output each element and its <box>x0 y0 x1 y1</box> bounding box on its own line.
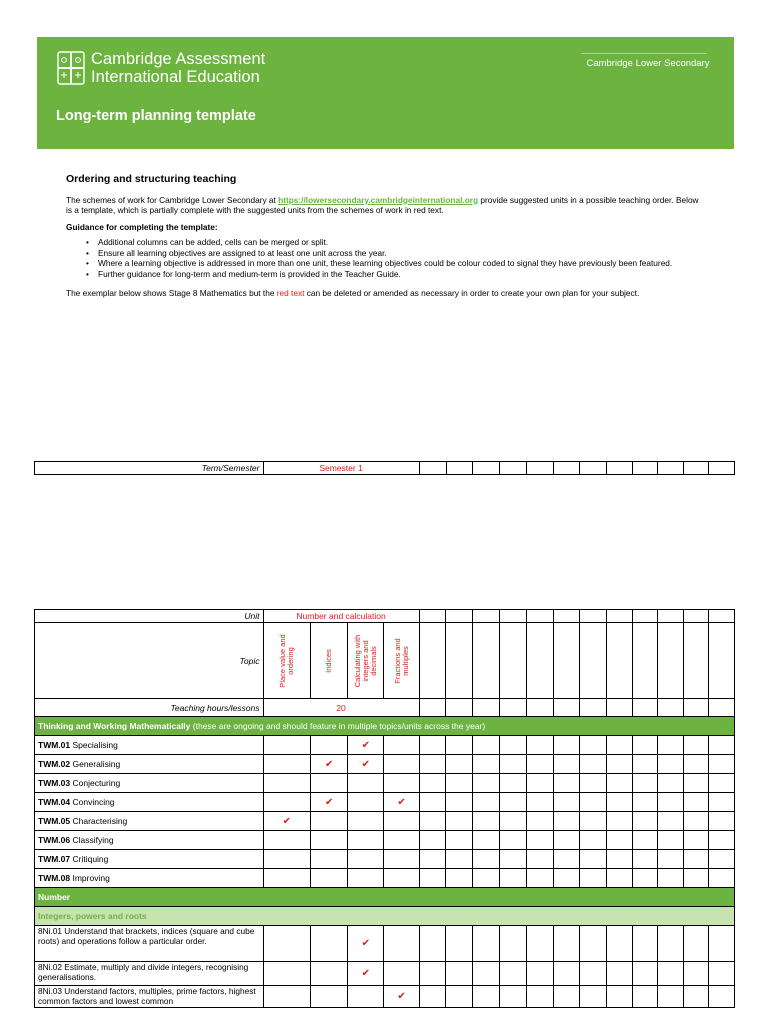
empty-cell[interactable] <box>263 850 311 869</box>
term-value[interactable]: Semester 1 <box>263 462 419 475</box>
twm-code: TWM.03 <box>38 778 71 788</box>
twm-label-cell <box>35 850 264 869</box>
twm-label-cell <box>35 755 264 774</box>
hours-label: Teaching hours/lessons <box>35 699 264 717</box>
topic-cell[interactable] <box>384 623 419 699</box>
twm-row <box>35 850 735 869</box>
empty-cell[interactable] <box>419 736 446 755</box>
intro-text-after: provide suggested units in a possible teaching order. Below is a template, which is partially complete with the suggested units from the schemes of work in red text. <box>66 194 699 215</box>
empty-cell[interactable] <box>606 812 632 831</box>
empty-cell[interactable] <box>658 926 684 962</box>
twm-code: TWM.07 <box>38 854 71 864</box>
empty-cell[interactable] <box>709 812 735 831</box>
empty-cell[interactable] <box>579 986 606 1008</box>
twm-name: Improving <box>70 873 110 883</box>
empty-cell[interactable] <box>263 962 311 986</box>
empty-cell[interactable] <box>658 869 684 888</box>
empty-cell[interactable] <box>527 869 554 888</box>
objective-row <box>35 986 735 1008</box>
empty-cell[interactable] <box>348 986 384 1008</box>
empty-cell[interactable] <box>311 850 348 869</box>
empty-cell[interactable] <box>348 850 384 869</box>
empty-cell[interactable] <box>527 986 554 1008</box>
document-title: Long-term planning template <box>56 108 256 124</box>
empty-cell[interactable] <box>579 462 606 475</box>
empty-cell[interactable] <box>684 986 709 1008</box>
empty-cell[interactable] <box>473 755 500 774</box>
empty-cell[interactable] <box>263 926 311 962</box>
objective-row <box>35 926 735 962</box>
empty-cell[interactable] <box>419 869 446 888</box>
tick-mark[interactable]: ✔ <box>263 812 311 831</box>
twm-row <box>35 869 735 888</box>
empty-cell[interactable] <box>348 774 384 793</box>
twm-row <box>35 793 735 812</box>
twm-row <box>35 831 735 850</box>
empty-cell[interactable] <box>632 850 658 869</box>
tick-mark[interactable]: ✔ <box>348 755 384 774</box>
empty-cell[interactable] <box>684 462 709 475</box>
empty-cell[interactable] <box>311 774 348 793</box>
empty-cell[interactable] <box>579 850 606 869</box>
empty-cell[interactable] <box>606 774 632 793</box>
twm-name: Conjecturing <box>70 778 121 788</box>
empty-cell[interactable] <box>658 755 684 774</box>
empty-cell[interactable] <box>684 812 709 831</box>
guidance-item: • Ensure all learning objectives are assigned to at least one unit across the year. <box>86 248 702 259</box>
empty-cell[interactable] <box>709 774 735 793</box>
topic-name: Calculating with integers and decimals <box>352 634 378 687</box>
empty-cell[interactable] <box>579 812 606 831</box>
twm-row <box>35 755 735 774</box>
empty-cell[interactable] <box>658 962 684 986</box>
empty-cell[interactable] <box>709 869 735 888</box>
empty-cell[interactable] <box>684 831 709 850</box>
guidance-item: • Further guidance for long-term and medium-term is provided in the Teacher Guide. <box>86 269 702 280</box>
empty-cell[interactable] <box>579 831 606 850</box>
twm-label-cell <box>35 869 264 888</box>
twm-section-header <box>35 717 735 736</box>
empty-cell[interactable] <box>632 774 658 793</box>
empty-cell[interactable] <box>263 831 311 850</box>
empty-cell[interactable] <box>446 962 473 986</box>
empty-cell[interactable] <box>419 926 446 962</box>
empty-cell[interactable] <box>606 831 632 850</box>
empty-cell[interactable] <box>263 736 311 755</box>
twm-name: Specialising <box>70 740 118 750</box>
twm-note: (these are ongoing and should feature in multiple topics/units across the year) <box>190 721 486 731</box>
intro-text-before: The schemes of work for Cambridge Lower Secondary at <box>66 194 279 205</box>
empty-cell[interactable] <box>384 755 419 774</box>
empty-cell[interactable] <box>709 755 735 774</box>
empty-cell[interactable] <box>606 462 632 475</box>
empty-cell[interactable] <box>684 850 709 869</box>
empty-cell[interactable] <box>553 793 579 812</box>
tick-mark[interactable]: ✔ <box>348 962 384 986</box>
empty-cell[interactable] <box>384 736 419 755</box>
empty-cell[interactable] <box>579 793 606 812</box>
empty-cell[interactable] <box>473 869 500 888</box>
empty-cell[interactable] <box>606 736 632 755</box>
empty-cell[interactable] <box>384 962 419 986</box>
empty-cell[interactable] <box>473 962 500 986</box>
empty-cell[interactable] <box>527 812 554 831</box>
empty-cell[interactable] <box>419 755 446 774</box>
empty-cell[interactable] <box>419 793 446 812</box>
empty-cell[interactable] <box>446 850 473 869</box>
empty-cell[interactable] <box>473 831 500 850</box>
empty-cell[interactable] <box>311 831 348 850</box>
intro-paragraph <box>66 195 702 216</box>
empty-cell[interactable] <box>632 986 658 1008</box>
exemplar-paragraph <box>66 288 702 299</box>
empty-cell[interactable] <box>632 831 658 850</box>
empty-cell[interactable] <box>500 850 527 869</box>
empty-cell[interactable] <box>709 850 735 869</box>
intro-section <box>66 174 702 305</box>
topic-name: Fractions and multiples <box>392 637 410 684</box>
empty-cell[interactable] <box>606 926 632 962</box>
objective-text: 8Ni.01 Understand that brackets, indices (square and cube roots) and operations follow a particular order. <box>35 926 264 962</box>
empty-cell[interactable] <box>311 736 348 755</box>
header-rule <box>581 53 707 54</box>
empty-cell[interactable] <box>709 793 735 812</box>
empty-cell[interactable] <box>446 926 473 962</box>
empty-cell[interactable] <box>684 736 709 755</box>
empty-cell[interactable] <box>632 755 658 774</box>
empty-cell[interactable] <box>658 850 684 869</box>
empty-cell[interactable] <box>263 793 311 812</box>
topic-name: Place value and ordering <box>277 633 295 688</box>
empty-cell[interactable] <box>632 962 658 986</box>
empty-cell[interactable] <box>473 986 500 1008</box>
empty-cell[interactable] <box>684 774 709 793</box>
empty-cell[interactable] <box>684 869 709 888</box>
hours-value[interactable]: 20 <box>263 699 419 717</box>
empty-cell[interactable] <box>500 793 527 812</box>
empty-cell[interactable] <box>263 986 311 1008</box>
empty-cell[interactable] <box>384 869 419 888</box>
empty-cell[interactable] <box>527 736 554 755</box>
empty-cell[interactable] <box>419 986 446 1008</box>
empty-cell[interactable] <box>311 869 348 888</box>
empty-cell[interactable] <box>446 812 473 831</box>
empty-cell[interactable] <box>527 926 554 962</box>
red-text-note: red text <box>276 288 305 298</box>
empty-cell[interactable] <box>527 850 554 869</box>
empty-cell[interactable] <box>606 850 632 869</box>
empty-cell[interactable] <box>554 462 580 475</box>
empty-cell[interactable] <box>632 812 658 831</box>
empty-cell[interactable] <box>263 774 311 793</box>
empty-cell[interactable] <box>553 774 579 793</box>
empty-cell[interactable] <box>606 962 632 986</box>
empty-cell[interactable] <box>527 962 554 986</box>
empty-cell[interactable] <box>311 986 348 1008</box>
empty-cell[interactable] <box>446 736 473 755</box>
org-name-line1: Cambridge Assessment <box>91 50 266 68</box>
tick-mark[interactable]: ✔ <box>384 986 419 1008</box>
empty-cell[interactable] <box>527 793 554 812</box>
empty-cell[interactable] <box>500 462 527 475</box>
unit-value[interactable]: Number and calculation <box>263 610 419 623</box>
empty-cell[interactable] <box>632 869 658 888</box>
empty-cell[interactable] <box>419 774 446 793</box>
empty-cell[interactable] <box>348 869 384 888</box>
empty-cell[interactable] <box>684 962 709 986</box>
empty-cell[interactable] <box>658 462 684 475</box>
twm-label-cell <box>35 736 264 755</box>
empty-cell[interactable] <box>658 812 684 831</box>
empty-cell[interactable] <box>446 793 473 812</box>
empty-cell[interactable] <box>384 774 419 793</box>
empty-cell[interactable] <box>579 736 606 755</box>
exemplar-text-after: can be deleted or amended as necessary in order to create your own plan for your subject. <box>304 288 640 298</box>
twm-code: TWM.08 <box>38 873 71 883</box>
tick-mark[interactable]: ✔ <box>348 736 384 755</box>
empty-cell[interactable] <box>500 962 527 986</box>
empty-cell[interactable] <box>684 793 709 812</box>
objective-text: 8Ni.02 Estimate, multiply and divide integers, recognising generalisations. <box>35 962 264 986</box>
empty-cell[interactable] <box>500 926 527 962</box>
term-table <box>34 461 735 475</box>
empty-cell[interactable] <box>473 926 500 962</box>
empty-cell[interactable] <box>348 812 384 831</box>
empty-cell[interactable] <box>527 831 554 850</box>
empty-cell[interactable] <box>446 462 473 475</box>
empty-cell[interactable] <box>500 831 527 850</box>
empty-cell[interactable] <box>384 926 419 962</box>
empty-cell[interactable] <box>684 926 709 962</box>
empty-cell[interactable] <box>658 986 684 1008</box>
empty-cell[interactable] <box>527 755 554 774</box>
empty-cell[interactable] <box>709 736 735 755</box>
guidance-item: • Additional columns can be added, cells can be merged or split. <box>86 237 702 248</box>
unit-label: Unit <box>35 610 264 623</box>
header-banner <box>37 37 734 149</box>
twm-row <box>35 736 735 755</box>
plan-table <box>34 609 735 1008</box>
empty-cell[interactable] <box>527 462 554 475</box>
twm-code: TWM.05 <box>38 816 71 826</box>
empty-cell[interactable] <box>579 869 606 888</box>
twm-row <box>35 774 735 793</box>
twm-label-cell <box>35 793 264 812</box>
empty-cell[interactable] <box>606 755 632 774</box>
empty-cell[interactable] <box>709 962 735 986</box>
topic-name: Indices <box>324 648 334 673</box>
empty-cell[interactable] <box>606 793 632 812</box>
empty-cell[interactable] <box>348 831 384 850</box>
guidance-item: • Where a learning objective is addressed in more than one unit, these learning objectives could be colour coded to signal they have previously been featured. <box>86 258 702 269</box>
empty-cell[interactable] <box>473 462 500 475</box>
empty-cell[interactable] <box>419 462 446 475</box>
empty-cell[interactable] <box>384 812 419 831</box>
logo <box>57 51 265 86</box>
twm-label-cell <box>35 831 264 850</box>
program-name: Cambridge Lower Secondary <box>586 58 710 69</box>
objective-text: 8Ni.03 Understand factors, multiples, prime factors, highest common factors and lowest common <box>35 986 264 1008</box>
empty-cell[interactable] <box>709 986 735 1008</box>
empty-cell[interactable] <box>473 812 500 831</box>
empty-cell[interactable] <box>553 831 579 850</box>
empty-cell[interactable] <box>473 850 500 869</box>
tick-mark[interactable]: ✔ <box>348 926 384 962</box>
tick-mark[interactable]: ✔ <box>311 755 348 774</box>
number-section-header: Number <box>35 888 735 907</box>
empty-cell[interactable] <box>384 831 419 850</box>
empty-cell[interactable] <box>632 926 658 962</box>
empty-cell[interactable] <box>553 755 579 774</box>
empty-cell[interactable] <box>709 926 735 962</box>
empty-cell[interactable] <box>500 986 527 1008</box>
schemes-link[interactable]: https://lowersecondary.cambridgeinternational.org <box>278 194 479 205</box>
empty-cell[interactable] <box>419 812 446 831</box>
empty-cell[interactable] <box>606 869 632 888</box>
empty-cell[interactable] <box>311 812 348 831</box>
topic-cell[interactable] <box>348 623 384 699</box>
empty-cell[interactable] <box>311 962 348 986</box>
empty-cell[interactable] <box>419 831 446 850</box>
twm-name: Convincing <box>70 797 115 807</box>
subsection-header: Integers, powers and roots <box>35 907 735 926</box>
empty-cell[interactable] <box>579 774 606 793</box>
empty-cell[interactable] <box>500 812 527 831</box>
empty-cell[interactable] <box>553 962 579 986</box>
twm-code: TWM.01 <box>38 740 71 750</box>
twm-name: Characterising <box>70 816 128 826</box>
empty-cell[interactable] <box>446 986 473 1008</box>
twm-label-cell <box>35 812 264 831</box>
twm-code: TWM.06 <box>38 835 71 845</box>
twm-code: TWM.02 <box>38 759 71 769</box>
topic-cell[interactable] <box>263 623 311 699</box>
objective-row <box>35 962 735 986</box>
twm-code: TWM.04 <box>38 797 71 807</box>
empty-cell[interactable] <box>348 793 384 812</box>
empty-cell[interactable] <box>500 774 527 793</box>
empty-cell[interactable] <box>579 755 606 774</box>
empty-cell[interactable] <box>579 962 606 986</box>
empty-cell[interactable] <box>446 831 473 850</box>
topic-label: Topic <box>35 623 264 699</box>
crest-icon <box>57 51 85 85</box>
section-heading: Ordering and structuring teaching <box>66 173 237 185</box>
empty-cell[interactable] <box>606 986 632 1008</box>
empty-cell[interactable] <box>263 755 311 774</box>
empty-cell[interactable] <box>553 869 579 888</box>
empty-cell[interactable] <box>446 869 473 888</box>
twm-name: Classifying <box>70 835 114 845</box>
empty-cell[interactable] <box>632 462 658 475</box>
term-label: Term/Semester <box>35 462 264 475</box>
twm-row <box>35 812 735 831</box>
empty-cell[interactable] <box>553 812 579 831</box>
empty-cell[interactable] <box>473 793 500 812</box>
guidance-heading: Guidance for completing the template: <box>66 221 218 232</box>
empty-cell[interactable] <box>384 850 419 869</box>
empty-cell[interactable] <box>658 793 684 812</box>
empty-cell[interactable] <box>473 774 500 793</box>
empty-cell[interactable] <box>709 831 735 850</box>
empty-cell[interactable] <box>579 926 606 962</box>
empty-cell[interactable] <box>311 926 348 962</box>
empty-cell[interactable] <box>553 986 579 1008</box>
empty-cell[interactable] <box>632 736 658 755</box>
empty-cell[interactable] <box>553 926 579 962</box>
org-name-line2: International Education <box>91 68 260 86</box>
guidance-list <box>86 237 702 279</box>
empty-cell[interactable] <box>500 755 527 774</box>
empty-cell[interactable] <box>473 736 500 755</box>
empty-cell[interactable] <box>553 850 579 869</box>
tick-mark[interactable]: ✔ <box>311 793 348 812</box>
empty-cell[interactable] <box>709 462 735 475</box>
empty-cell[interactable] <box>446 774 473 793</box>
twm-label-cell <box>35 774 264 793</box>
empty-cell[interactable] <box>419 962 446 986</box>
empty-cell[interactable] <box>500 869 527 888</box>
empty-cell[interactable] <box>658 774 684 793</box>
topic-cell[interactable] <box>311 623 348 699</box>
empty-cell[interactable] <box>658 831 684 850</box>
empty-cell[interactable] <box>527 774 554 793</box>
tick-mark[interactable]: ✔ <box>384 793 419 812</box>
empty-cell[interactable] <box>553 736 579 755</box>
empty-cell[interactable] <box>632 793 658 812</box>
twm-heading: Thinking and Working Mathematically <box>38 721 191 731</box>
twm-name: Generalising <box>70 759 121 769</box>
empty-cell[interactable] <box>263 869 311 888</box>
empty-cell[interactable] <box>500 736 527 755</box>
twm-name: Critiquing <box>70 854 109 864</box>
empty-cell[interactable] <box>658 736 684 755</box>
exemplar-text-before: The exemplar below shows Stage 8 Mathematics but the <box>66 288 277 298</box>
empty-cell[interactable] <box>419 850 446 869</box>
empty-cell[interactable] <box>446 755 473 774</box>
empty-cell[interactable] <box>684 755 709 774</box>
